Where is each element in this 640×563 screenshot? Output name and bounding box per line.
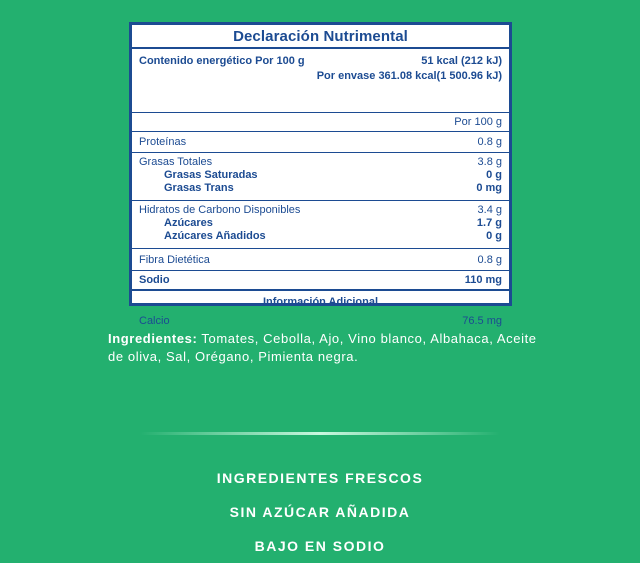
carbs-label: Hidratos de Carbono Disponibles [139, 204, 301, 216]
fat-saturated-value: 0 g [486, 169, 502, 181]
calcium-label: Calcio [139, 315, 170, 327]
claim-fresh-ingredients: INGREDIENTES FRESCOS [216, 470, 424, 486]
fat-total-value: 3.8 g [477, 156, 502, 168]
divider-line [140, 432, 500, 435]
added-sugars-label: Azúcares Añadidos [164, 230, 266, 242]
energy-value: 51 kcal (212 kJ) [421, 55, 502, 67]
carbs-value: 3.4 g [477, 204, 502, 216]
fiber-label: Fibra Dietética [139, 254, 210, 266]
energy-section [132, 49, 509, 113]
fiber-value: 0.8 g [477, 254, 502, 266]
additional-info-title: Información Adicional [262, 296, 379, 308]
fat-group [132, 153, 509, 201]
protein-label: Proteínas [139, 136, 187, 148]
sugars-value: 1.7 g [476, 217, 502, 229]
fat-trans-value: 0 mg [476, 182, 502, 194]
sodium-label: Sodio [139, 274, 170, 286]
fat-saturated-label: Grasas Saturadas [164, 169, 258, 181]
calcium-value: 76.5 mg [462, 315, 502, 327]
ingredients-text [108, 330, 548, 366]
energy-label: Contenido energético Por 100 g [139, 55, 305, 67]
energy-per-package: Por envase 361.08 kcal(1 500.96 kJ) [316, 70, 502, 82]
ingredients-list: Tomates, Cebolla, Ajo, Vino blanco, Albahaca, Aceite de oliva, Sal, Orégano, Pimienta negra. [108, 331, 537, 364]
ingredients-label: Ingredientes: [108, 331, 198, 346]
protein-value: 0.8 g [477, 136, 502, 148]
sodium-row [132, 271, 509, 291]
claim-no-added-sugar: SIN AZÚCAR AÑADIDA [229, 504, 411, 520]
fat-total-label: Grasas Totales [139, 156, 213, 168]
protein-row [132, 132, 509, 153]
nutrition-facts-panel [129, 22, 512, 327]
claim-low-sodium: BAJO EN SODIO [254, 538, 386, 554]
nutrition-title: Declaración Nutrimental [132, 25, 509, 49]
per-100g-header: Por 100 g [132, 113, 509, 132]
fiber-row [132, 249, 509, 271]
fat-trans-label: Grasas Trans [164, 182, 234, 194]
sodium-value: 110 mg [464, 274, 502, 286]
carbohydrate-group [132, 201, 509, 249]
sugars-label: Azúcares [164, 217, 213, 229]
added-sugars-value: 0 g [486, 230, 502, 242]
